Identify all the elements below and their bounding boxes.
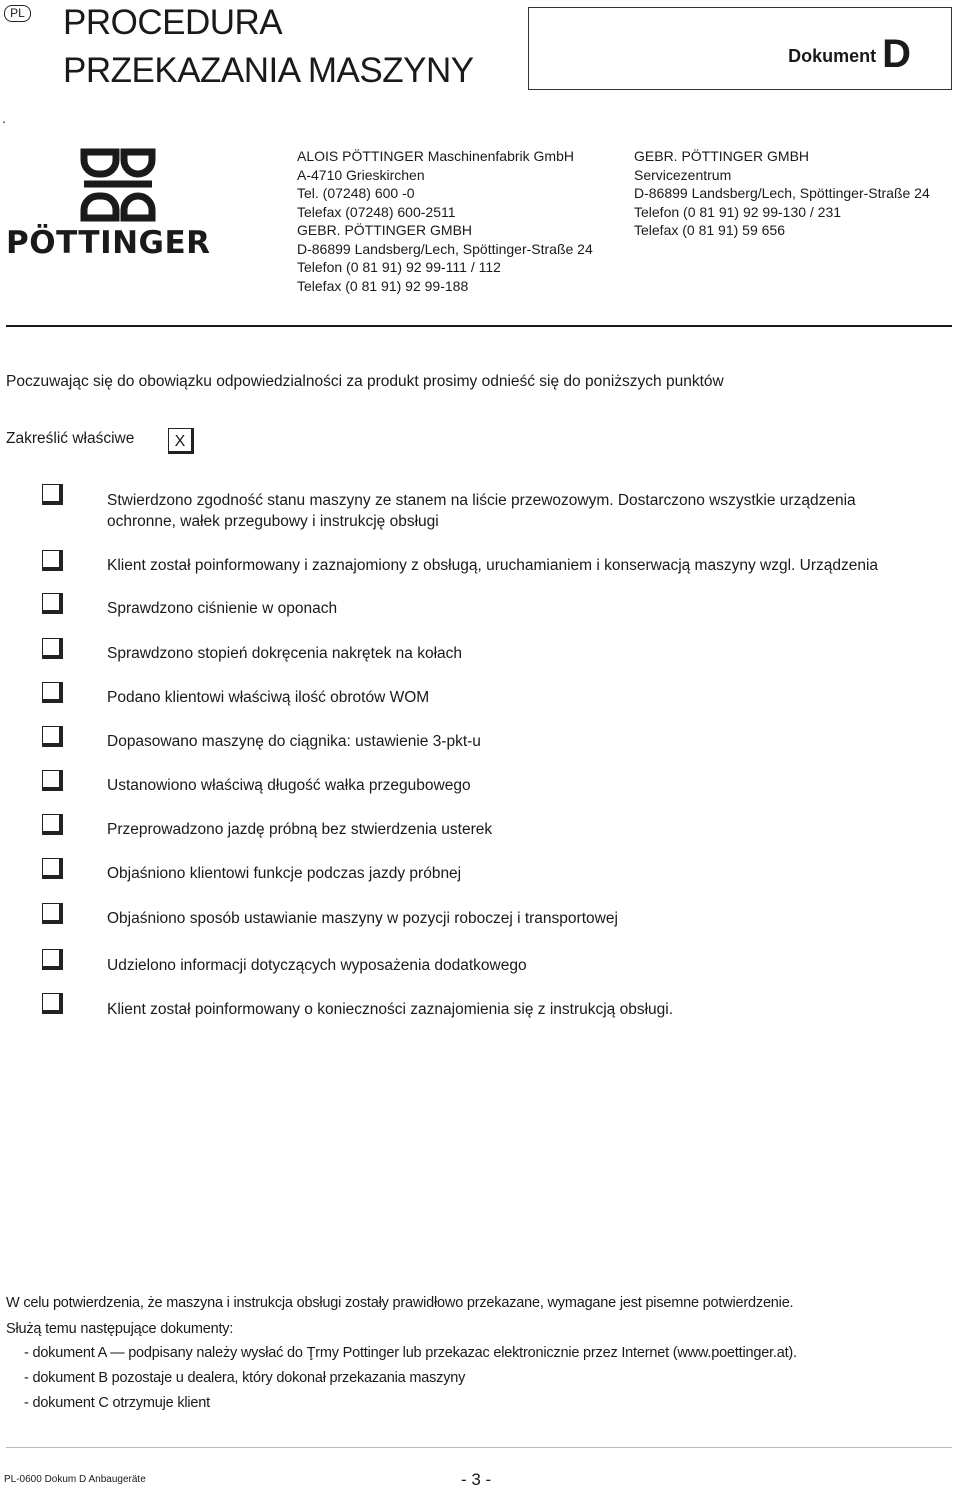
pottinger-logo-text: PÖTTINGER (6, 225, 211, 261)
language-badge: PL (4, 5, 31, 22)
document-list-item: - dokument B pozostaje u dealera, który dokonał przekazania maszyny (24, 1370, 466, 1386)
address-line: ALOIS PÖTTINGER Maschinenfabrik GmbH (297, 148, 574, 164)
address-line: GEBR. PÖTTINGER GMBH (297, 222, 473, 238)
checklist-item-label: Klient został poinformowany o konieczności zaznajomienia się z instrukcją obsługi. (107, 1001, 674, 1018)
address-line: Telefon (0 81 91) 92 99-111 / 112 (297, 259, 501, 275)
address-line: Telefax (0 81 91) 59 656 (634, 222, 785, 238)
page-title-line-2: PRZEKAZANIA MASZYNY (63, 51, 474, 90)
document-label (788, 32, 911, 77)
address-line: Telefon (0 81 91) 92 99-130 / 231 (634, 203, 842, 220)
address-line: D-86899 Landsberg/Lech, Spöttinger-Straße 24 (634, 185, 930, 201)
confirmation-note: W celu potwierdzenia, że maszyna i instrukcja obsługi zostały prawidłowo przekazane, wymagane jest pisemne potwierdzenie. (6, 1295, 794, 1311)
checklist-item-label: Objaśniono sposób ustawianie maszyny w pozycji roboczej i transportowej (107, 910, 618, 927)
checklist-item-label: Ustanowiono właściwą długość wałka przegubowego (107, 777, 471, 794)
address-line: Servicezentrum (634, 166, 732, 183)
mark-instruction: Zakreślić właściwe (6, 430, 135, 447)
document-list-item: - dokument A — podpisany należy wysłać do Ţrmy Pottinger lub przekazac elektronicznie przez Internet (www.poettinger.at). (24, 1345, 797, 1361)
checklist-item-label: Objaśniono klientowi funkcje podczas jazdy próbnej (107, 865, 462, 882)
address-line: D-86899 Landsberg/Lech, Spöttinger-Straße 24 (297, 240, 593, 257)
address-block-right (634, 147, 930, 240)
checklist-item-label (107, 490, 856, 532)
footer-code: PL-0600 Dokum D Anbaugeräte (4, 1474, 146, 1485)
address-line: Tel. (07248) 600 -0 (297, 185, 415, 201)
checklist-checkbox[interactable] (42, 638, 63, 659)
checklist-item-label: Przeprowadzono jazdę próbną bez stwierdzenia usterek (107, 821, 493, 838)
checklist-checkbox[interactable] (42, 550, 63, 571)
checklist-checkbox[interactable] (42, 682, 63, 703)
documents-heading: Służą temu następujące dokumenty: (6, 1321, 234, 1337)
checklist-item-label: Podano klientowi właściwą ilość obrotów WOM (107, 689, 430, 706)
checklist-item-label: Dopasowano maszynę do ciągnika: ustawienie 3-pkt-u (107, 733, 481, 750)
checklist-item-label: Udzielono informacji dotyczących wyposażenia dodatkowego (107, 957, 527, 974)
document-list-item: - dokument C otrzymuje klient (24, 1395, 210, 1411)
intro-text: Poczuwając się do obowiązku odpowiedzialności za produkt prosimy odnieść się do poniższych punktów (6, 373, 724, 390)
document-id-box (528, 7, 952, 90)
stray-dot: . (2, 110, 6, 126)
checklist-item-label: Sprawdzono stopień dokręcenia nakrętek na kołach (107, 645, 463, 662)
checklist-checkbox[interactable] (42, 726, 63, 747)
checklist-item-line: Stwierdzono zgodność stanu maszyny ze stanem na liście przewozowym. Dostarczono wszystkie urządzenia (107, 492, 856, 509)
address-block-left (297, 147, 593, 295)
address-line: Telefax (0 81 91) 92 99-188 (297, 277, 469, 294)
checklist-checkbox[interactable] (42, 484, 63, 505)
checklist-item-label: Klient został poinformowany i zaznajomiony z obsługą, uruchamianiem i konserwacją maszyny wzgl. Urządzenia (107, 557, 879, 574)
checklist-checkbox[interactable] (42, 770, 63, 791)
document-label-text: Dokument (788, 46, 877, 66)
page-number: - 3 - (461, 1470, 492, 1489)
page-title-line-1: PROCEDURA (63, 3, 283, 42)
checklist-checkbox[interactable] (42, 949, 63, 970)
checklist-checkbox[interactable] (42, 858, 63, 879)
pottinger-logo (6, 148, 236, 263)
checklist-item-label: Sprawdzono ciśnienie w oponach (107, 600, 338, 617)
document-letter: D (882, 32, 911, 76)
address-line: A-4710 Grieskirchen (297, 166, 425, 183)
checklist-checkbox[interactable] (42, 993, 63, 1014)
checklist-checkbox[interactable] (42, 814, 63, 835)
checklist-checkbox[interactable] (42, 903, 63, 924)
checklist-item-line: ochronne, wałek przegubowy i instrukcję obsługi (107, 513, 439, 530)
header-divider (6, 325, 952, 327)
checklist-checkbox[interactable] (42, 593, 63, 614)
mark-example-box: X (168, 428, 194, 454)
address-line: GEBR. PÖTTINGER GMBH (634, 148, 810, 164)
address-line: Telefax (07248) 600-2511 (297, 203, 456, 220)
footer-divider (6, 1447, 952, 1448)
